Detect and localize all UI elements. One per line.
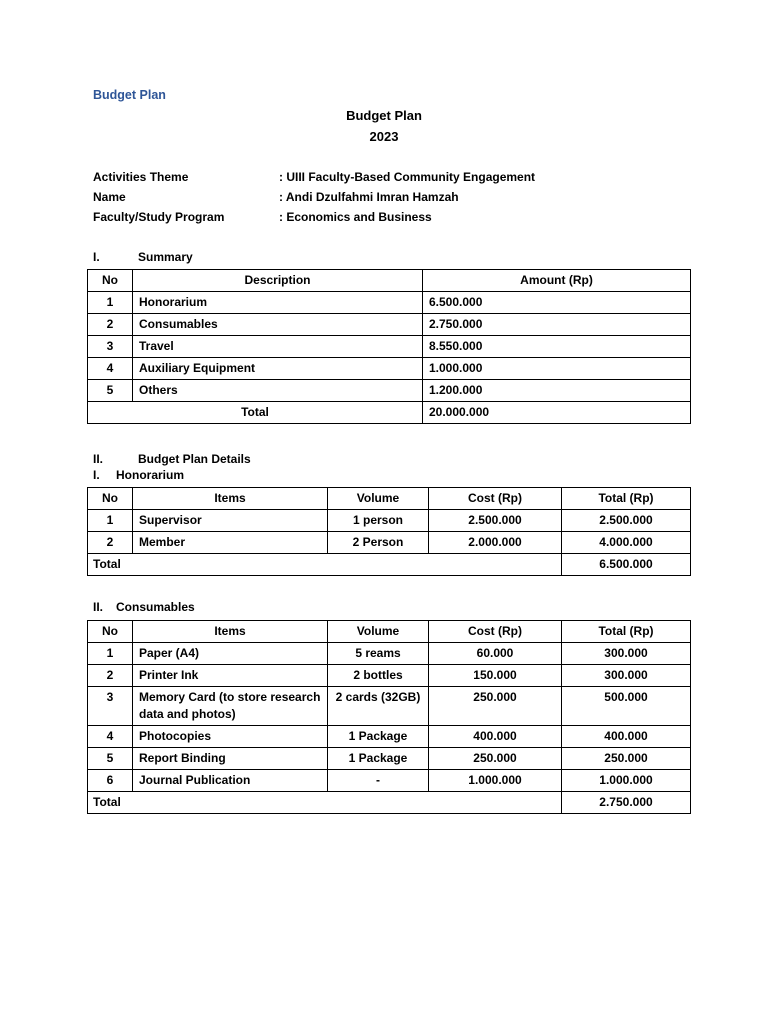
- cell-item: Photocopies: [133, 726, 328, 748]
- column-header: No: [88, 270, 133, 292]
- consumables-table: [87, 620, 691, 814]
- column-header: Items: [133, 488, 328, 510]
- cell-volume: 1 person: [328, 510, 429, 532]
- total-label: Total: [88, 554, 562, 576]
- cell-cost: 250.000: [429, 748, 562, 770]
- cell-item: Report Binding: [133, 748, 328, 770]
- cell-no: 6: [88, 770, 133, 792]
- cell-no: 3: [88, 687, 133, 726]
- cell-total: 400.000: [562, 726, 691, 748]
- cell-no: 2: [88, 532, 133, 554]
- table-row: [88, 292, 691, 314]
- cell-item: Member: [133, 532, 328, 554]
- cell-no: 5: [88, 748, 133, 770]
- cell-volume: 2 cards (32GB): [328, 687, 429, 726]
- column-header: Items: [133, 621, 328, 643]
- total-label: Total: [88, 792, 562, 814]
- cell-description: Others: [133, 380, 423, 402]
- honorarium-section-title: Honorarium: [116, 468, 185, 482]
- info-label-name: Name: [93, 190, 126, 204]
- cell-total: 1.000.000: [562, 770, 691, 792]
- column-header: Volume: [328, 621, 429, 643]
- cell-amount: 8.550.000: [423, 336, 691, 358]
- cell-volume: 2 bottles: [328, 665, 429, 687]
- column-header: Volume: [328, 488, 429, 510]
- details-section-title: Budget Plan Details: [138, 452, 251, 466]
- table-header-row: [88, 621, 691, 643]
- info-value-name: : Andi Dzulfahmi Imran Hamzah: [279, 190, 459, 204]
- cell-cost: 2.500.000: [429, 510, 562, 532]
- column-header: Cost (Rp): [429, 488, 562, 510]
- cell-no: 1: [88, 292, 133, 314]
- cell-description: Consumables: [133, 314, 423, 336]
- cell-item: Memory Card (to store research data and photos): [133, 687, 328, 726]
- cell-volume: 1 Package: [328, 726, 429, 748]
- cell-description: Travel: [133, 336, 423, 358]
- cell-item: Journal Publication: [133, 770, 328, 792]
- cell-total: 300.000: [562, 665, 691, 687]
- cell-item: Supervisor: [133, 510, 328, 532]
- column-header: Total (Rp): [562, 488, 691, 510]
- table-header-row: [88, 488, 691, 510]
- cell-item: Printer Ink: [133, 665, 328, 687]
- cell-description: Auxiliary Equipment: [133, 358, 423, 380]
- info-label-theme: Activities Theme: [93, 170, 189, 184]
- consumables-section-title: Consumables: [116, 600, 195, 614]
- table-row: [88, 770, 691, 792]
- cell-no: 4: [88, 726, 133, 748]
- details-section-number: II.: [93, 452, 104, 466]
- column-header: Amount (Rp): [423, 270, 691, 292]
- cell-cost: 2.000.000: [429, 532, 562, 554]
- cell-amount: 2.750.000: [423, 314, 691, 336]
- cell-volume: 5 reams: [328, 643, 429, 665]
- table-row: [88, 643, 691, 665]
- cell-volume: -: [328, 770, 429, 792]
- cell-total: 500.000: [562, 687, 691, 726]
- table-row: [88, 380, 691, 402]
- info-label-faculty: Faculty/Study Program: [93, 210, 225, 224]
- column-header: No: [88, 488, 133, 510]
- cell-cost: 60.000: [429, 643, 562, 665]
- table-header-row: [88, 270, 691, 292]
- table-row: [88, 532, 691, 554]
- column-header: Cost (Rp): [429, 621, 562, 643]
- total-amount: 2.750.000: [562, 792, 691, 814]
- summary-section-number: I.: [93, 250, 100, 264]
- cell-no: 4: [88, 358, 133, 380]
- table-row: [88, 314, 691, 336]
- table-row: [88, 748, 691, 770]
- summary-table: [87, 269, 691, 424]
- cell-cost: 1.000.000: [429, 770, 562, 792]
- cell-amount: 1.200.000: [423, 380, 691, 402]
- table-row: [88, 665, 691, 687]
- cell-total: 4.000.000: [562, 532, 691, 554]
- table-row: [88, 726, 691, 748]
- summary-section-title: Summary: [138, 250, 193, 264]
- table-row: [88, 358, 691, 380]
- total-label: Total: [88, 402, 423, 424]
- cell-cost: 250.000: [429, 687, 562, 726]
- cell-amount: 1.000.000: [423, 358, 691, 380]
- honorarium-section-number: I.: [93, 468, 100, 482]
- cell-volume: 1 Package: [328, 748, 429, 770]
- cell-volume: 2 Person: [328, 532, 429, 554]
- total-row: [88, 402, 691, 424]
- cell-no: 1: [88, 643, 133, 665]
- document-title: Budget Plan: [346, 108, 422, 123]
- cell-cost: 150.000: [429, 665, 562, 687]
- honorarium-table: [87, 487, 691, 576]
- total-row: [88, 554, 691, 576]
- column-header: No: [88, 621, 133, 643]
- info-value-faculty: : Economics and Business: [279, 210, 432, 224]
- info-value-theme: : UIII Faculty-Based Community Engagement: [279, 170, 536, 184]
- cell-no: 1: [88, 510, 133, 532]
- table-row: [88, 510, 691, 532]
- cell-cost: 400.000: [429, 726, 562, 748]
- total-row: [88, 792, 691, 814]
- cell-no: 2: [88, 665, 133, 687]
- cell-no: 5: [88, 380, 133, 402]
- table-row: [88, 687, 691, 726]
- cell-amount: 6.500.000: [423, 292, 691, 314]
- cell-total: 300.000: [562, 643, 691, 665]
- total-amount: 6.500.000: [562, 554, 691, 576]
- column-header: Total (Rp): [562, 621, 691, 643]
- cell-item: Paper (A4): [133, 643, 328, 665]
- total-amount: 20.000.000: [423, 402, 691, 424]
- cell-total: 250.000: [562, 748, 691, 770]
- header-link[interactable]: Budget Plan: [93, 88, 166, 102]
- document-year: 2023: [369, 129, 399, 144]
- cell-no: 3: [88, 336, 133, 358]
- column-header: Description: [133, 270, 423, 292]
- table-row: [88, 336, 691, 358]
- cell-no: 2: [88, 314, 133, 336]
- consumables-section-number: II.: [93, 600, 104, 614]
- cell-description: Honorarium: [133, 292, 423, 314]
- cell-total: 2.500.000: [562, 510, 691, 532]
